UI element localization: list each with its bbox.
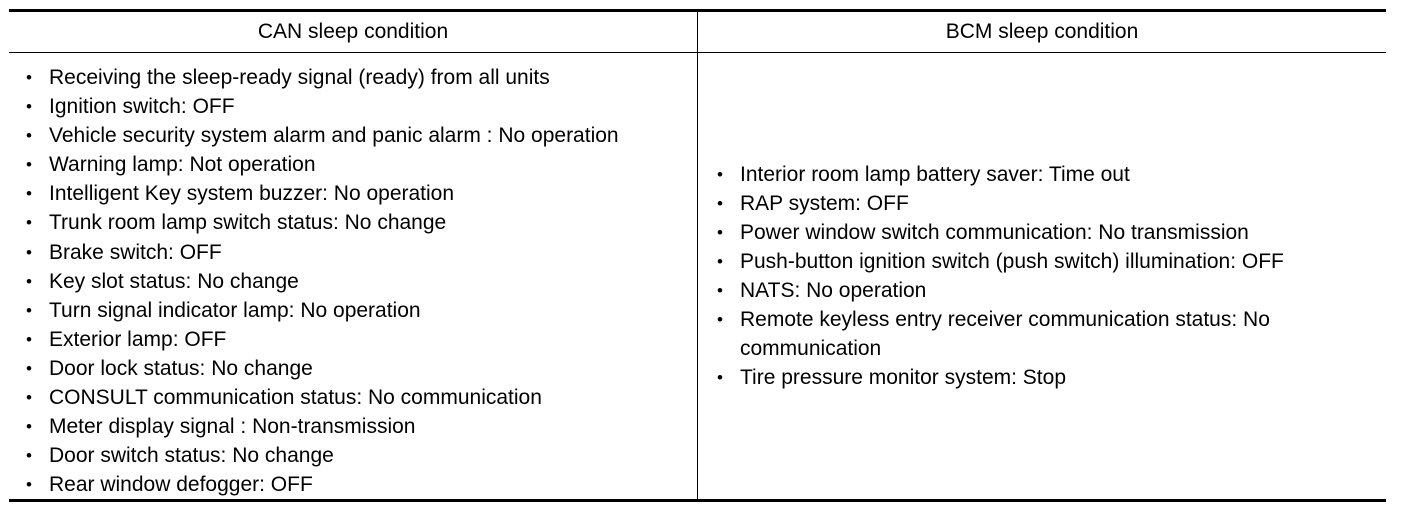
list-item: • Vehicle security system alarm and panic alarm : No operation [21, 121, 697, 150]
list-item: • NATS: No operation [712, 276, 1372, 305]
list-item: • Door lock status: No change [21, 354, 697, 383]
can-conditions-cell [9, 53, 697, 499]
list-item: • RAP system: OFF [712, 189, 1372, 218]
list-item: • Warning lamp: Not operation [21, 150, 697, 179]
header-bcm-sleep-condition: BCM sleep condition [697, 12, 1386, 52]
list-item: • Brake switch: OFF [21, 238, 697, 267]
list-item: • Push-button ignition switch (push switch) illumination: OFF [712, 247, 1372, 276]
list-item: • CONSULT communication status: No communication [21, 383, 697, 412]
list-item: • Rear window defogger: OFF [21, 470, 697, 499]
list-item: • Ignition switch: OFF [21, 92, 697, 121]
can-conditions-list [21, 63, 697, 499]
list-item: • Power window switch communication: No transmission [712, 218, 1372, 247]
list-item: • Door switch status: No change [21, 441, 697, 470]
bcm-conditions-list [712, 160, 1372, 393]
list-item: • Exterior lamp: OFF [21, 325, 697, 354]
table-header-row [9, 12, 1386, 53]
list-item: • Key slot status: No change [21, 267, 697, 296]
table-body-row [9, 53, 1386, 499]
list-item: • Meter display signal : Non-transmission [21, 412, 697, 441]
list-item: • Remote keyless entry receiver communication status: No communication [712, 305, 1372, 363]
list-item: • Receiving the sleep-ready signal (ready) from all units [21, 63, 697, 92]
list-item: • Intelligent Key system buzzer: No operation [21, 179, 697, 208]
list-item: • Tire pressure monitor system: Stop [712, 363, 1372, 392]
list-item: • Turn signal indicator lamp: No operation [21, 296, 697, 325]
sleep-condition-table [9, 9, 1386, 502]
header-can-sleep-condition: CAN sleep condition [257, 20, 449, 43]
list-item: • Interior room lamp battery saver: Time out [712, 160, 1372, 189]
bcm-conditions-cell [697, 53, 1386, 499]
list-item: • Trunk room lamp switch status: No change [21, 208, 697, 237]
